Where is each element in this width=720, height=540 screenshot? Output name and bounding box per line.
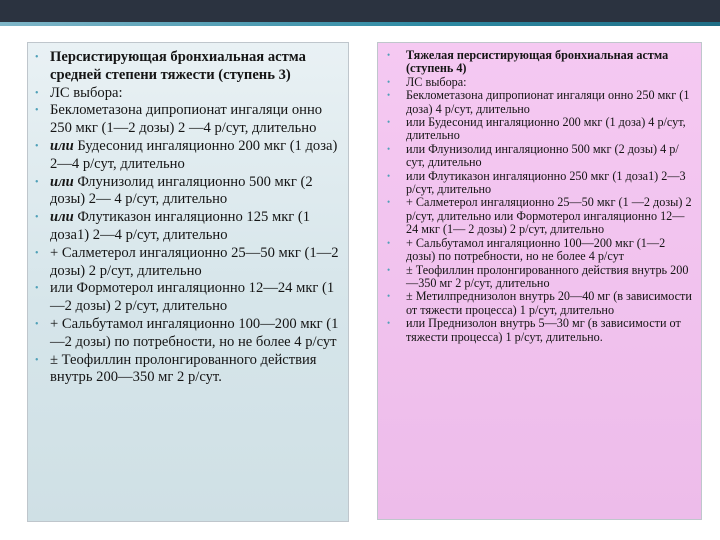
step3-list <box>34 49 340 387</box>
bullet-icon: • <box>35 318 39 330</box>
step4-title: • Тяжелая персистирующая бронхиальная астма (ступень 4) <box>387 48 669 76</box>
bullet-icon: • <box>35 140 39 152</box>
bullet-icon: • <box>35 354 39 366</box>
step4-panel <box>377 42 702 520</box>
step4-item-salmeterol-formoterol: • + Салметерол ингаляционно 25—50 мкг (1 —2 дозы) 2 р/сут, длительно или Формотерол ингаляционно 12—24 мкг (1— 2 дозы) 2 р/сут, длительно <box>387 195 692 237</box>
step3-item-flunisolide: • или Флунизолид ингаляционно 500 мкг (2 дозы) 2— 4 р/сут, длительно <box>35 173 313 208</box>
bullet-icon: • <box>387 291 391 302</box>
step3-item-formoterol: • или Формотерол ингаляционно 12—24 мкг (1—2 дозы) 2 р/сут, длительно <box>35 280 335 315</box>
step4-item-flunisolide: • или Флунизолид ингаляционно 500 мкг (2 дозы) 4 р/сут, длительно <box>387 141 679 170</box>
bullet-icon: • <box>387 90 391 101</box>
step3-item-beclometasone: • Беклометазона дипропионат ингаляци онно 250 мкг (1—2 дозы) 2 —4 р/сут, длительно <box>35 102 323 137</box>
step4-item-theophylline: • ± Теофиллин пролонгированного действия внутрь 200—350 мг 2 р/сут, длительно <box>387 262 689 290</box>
bullet-icon: • <box>387 50 391 60</box>
step3-item-budesonide: • или Будесонид ингаляционно 200 мкг (1 доза) 2—4 р/сут, длительно <box>35 137 338 172</box>
step4-item-drugs-of-choice: • ЛС выбора: <box>387 74 467 89</box>
bullet-icon: • <box>35 176 39 188</box>
step3-item-fluticasone: • или Флутиказон ингаляционно 125 мкг (1 доза1) 2—4 р/сут, длительно <box>35 209 311 243</box>
step4-item-salbutamol: • + Сальбутамол ингаляционно 100—200 мкг (1—2 дозы) по потребности, но не более 4 р/сут <box>387 235 666 264</box>
slide-top-bar <box>0 0 720 22</box>
bullet-icon: • <box>35 247 39 259</box>
step3-title: • Персистирующая бронхиальная астма средней степени тяжести (ступень 3) <box>35 49 306 83</box>
bullet-icon: • <box>387 170 391 181</box>
bullet-icon: • <box>387 76 391 87</box>
bullet-icon: • <box>387 264 391 275</box>
step3-item-salbutamol: • + Сальбутамол ингаляционно 100—200 мкг (1—2 дозы) по потребности, но не более 4 р/сут <box>35 315 339 350</box>
slide-accent-stripe <box>0 22 720 26</box>
step4-item-beclometasone: • Беклометазона дипропионат ингаляци онно 250 мкг (1 доза) 4 р/сут, длительно <box>387 88 690 116</box>
step3-panel <box>27 42 349 522</box>
bullet-icon: • <box>387 197 391 208</box>
bullet-icon: • <box>35 212 39 224</box>
step4-item-fluticasone: • или Флутиказон ингаляционно 250 мкг (1 доза1) 2—3 р/сут, длительно <box>387 168 686 197</box>
bullet-icon: • <box>387 143 391 154</box>
step4-list <box>384 49 695 344</box>
step3-item-salmeterol: • + Салметерол ингаляционно 25—50 мкг (1—2 дозы) 2 р/сут, длительно <box>35 244 339 279</box>
step4-item-budesonide: • или Будесонид ингаляционно 200 мкг (1 доза) 4 р/сут, длительно <box>387 115 686 143</box>
bullet-icon: • <box>35 283 39 295</box>
step4-item-prednisolone: • или Преднизолон внутрь 5—30 мг (в зависимости от тяжести процесса) 1 р/сут, длительно. <box>387 316 681 344</box>
bullet-icon: • <box>387 117 391 128</box>
step3-item-theophylline: • ± Теофиллин пролонгированного действия внутрь 200—350 мг 2 р/сут. <box>35 351 317 386</box>
step3-item-drugs-of-choice: • ЛС выбора: <box>35 84 123 101</box>
step4-item-methylprednisolone: • ± Метилпреднизолон внутрь 20—40 мг (в зависимости от тяжести процесса) 1 р/сут, длительно <box>387 289 692 317</box>
bullet-icon: • <box>387 318 391 329</box>
bullet-icon: • <box>387 237 391 248</box>
bullet-icon: • <box>35 52 39 63</box>
bullet-icon: • <box>35 87 39 99</box>
bullet-icon: • <box>35 105 39 117</box>
